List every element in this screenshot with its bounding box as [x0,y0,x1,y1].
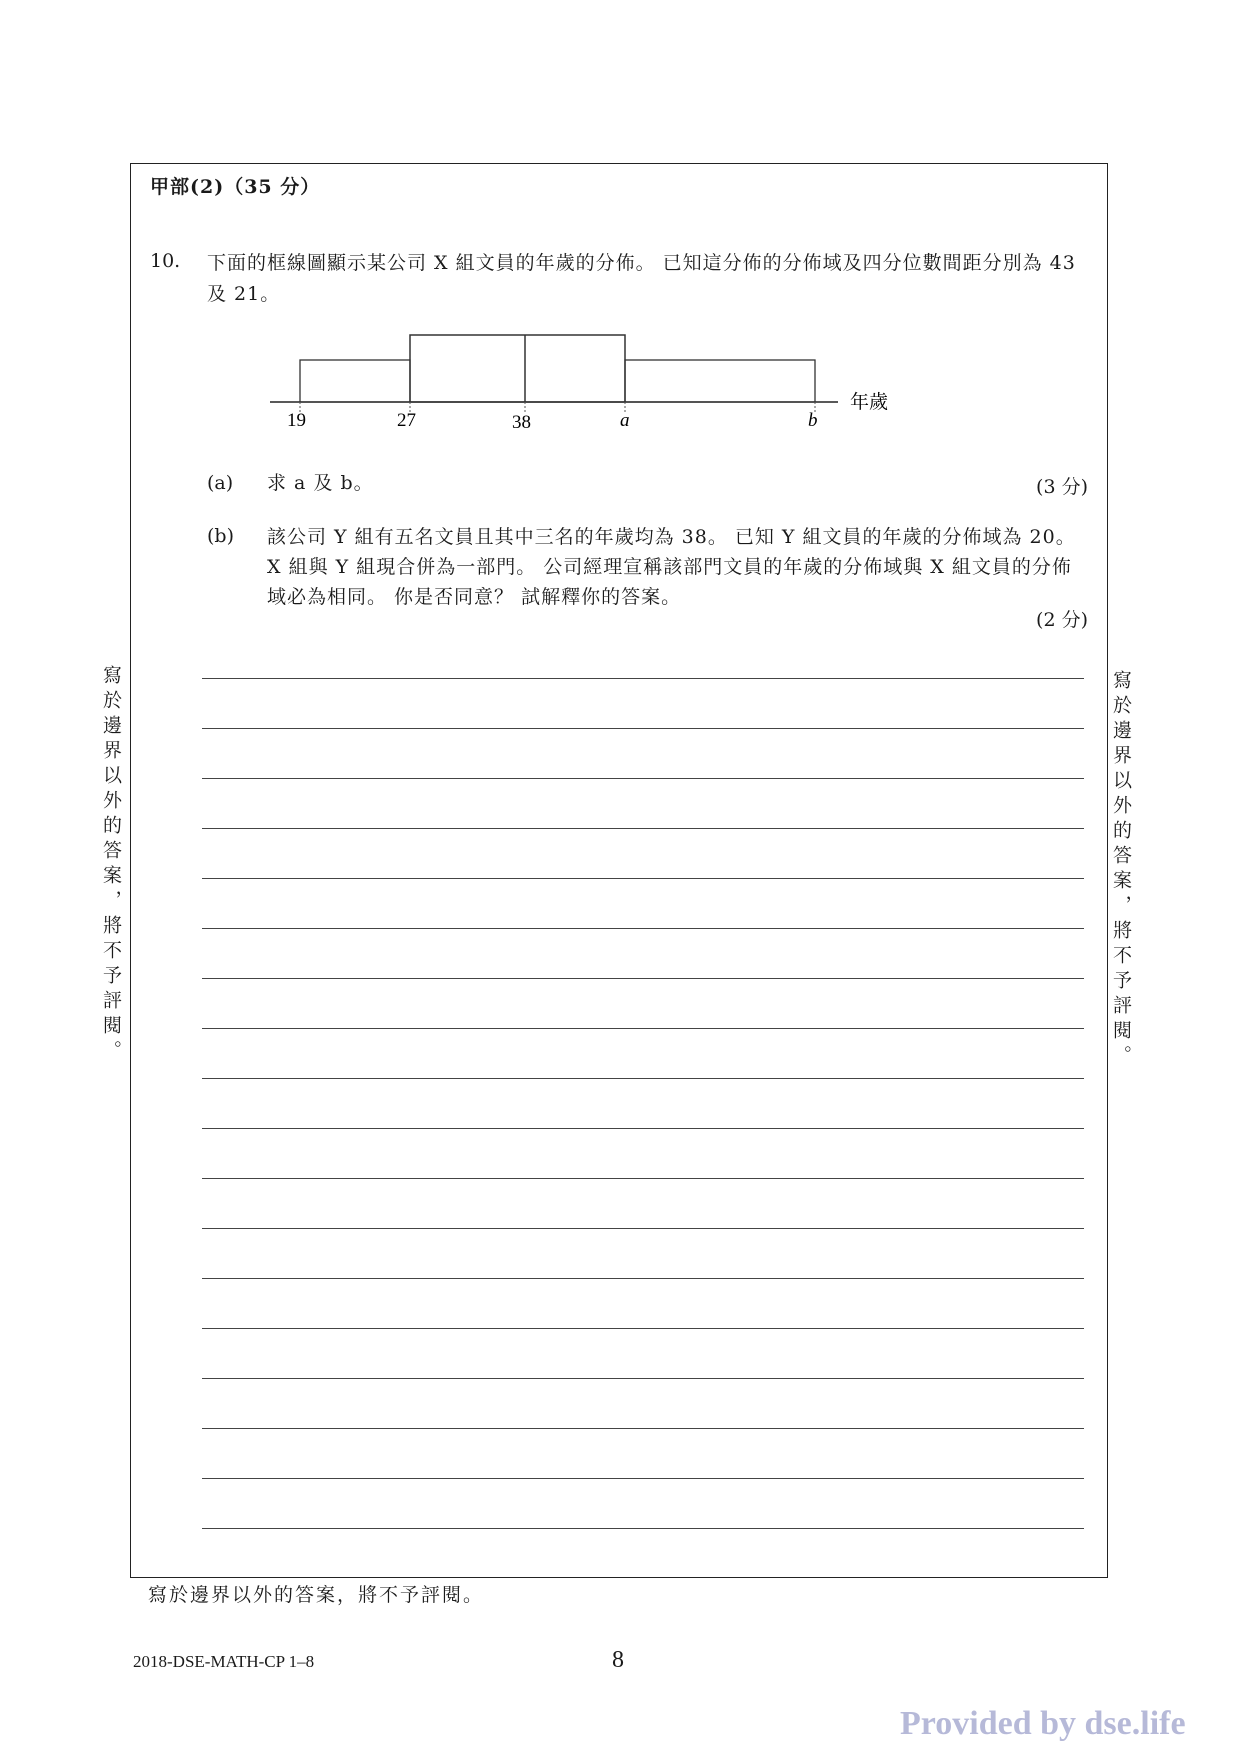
box-plot [260,320,920,435]
part-a-label: (a) [207,472,234,494]
answer-line[interactable] [202,1278,1084,1279]
quartile-box [410,335,625,402]
answer-line[interactable] [202,778,1084,779]
answer-line[interactable] [202,1128,1084,1129]
tick-label-q3: a [620,410,630,431]
answer-line[interactable] [202,728,1084,729]
answer-line[interactable] [202,1078,1084,1079]
part-a-marks: (3 分) [1036,476,1088,498]
tick-label-min: 19 [287,410,306,431]
question-number: 10. [150,250,181,272]
answer-line[interactable] [202,878,1084,879]
answer-line[interactable] [202,1228,1084,1229]
right-whisker-box [625,360,815,402]
answer-line[interactable] [202,1528,1084,1529]
answer-line[interactable] [202,928,1084,929]
footer-note: 寫於邊界以外的答案，將不予評閱。 [148,1584,485,1606]
axis-label: 年歲 [850,391,889,413]
answer-line[interactable] [202,978,1084,979]
side-note-right: 寫於邊界以外的答案，將不予評閱。 [1110,670,1132,1070]
answer-line[interactable] [202,1478,1084,1479]
tick-label-max: b [808,410,818,431]
answer-line[interactable] [202,678,1084,679]
answer-line[interactable] [202,1378,1084,1379]
answer-line[interactable] [202,1328,1084,1329]
page-number: 8 [612,1647,624,1673]
part-b-text: 該公司 Y 組有五名文員且其中三名的年歲均為 38。 已知 Y 組文員的年歲的分佈域為 20。 X 組與 Y 組現合併為一部門。 公司經理宣稱該部門文員的年歲的分佈域與 X 組文員的分佈域必為相同。 你是否同意？ 試解釋你的答案。 [267,526,1076,608]
question-text: 下面的框線圖顯示某公司 X 組文員的年歲的分佈。 已知這分佈的分佈域及四分位數間距分別為 43 及 21。 [207,252,1076,305]
answer-line[interactable] [202,1028,1084,1029]
part-b-label: (b) [207,525,234,547]
part-a-text: 求 a 及 b。 [267,472,374,494]
tick-label-q1: 27 [397,410,416,431]
section-title: 甲部(2)（35 分） [150,176,321,198]
answer-line[interactable] [202,1178,1084,1179]
answer-line[interactable] [202,1428,1084,1429]
part-b-marks: (2 分) [1036,609,1088,631]
left-whisker-box [300,360,410,402]
watermark: Provided by dse.life [900,1705,1186,1742]
answer-line[interactable] [202,828,1084,829]
footer-code: 2018-DSE-MATH-CP 1–8 [133,1652,315,1671]
tick-label-median: 38 [512,412,531,433]
side-note-left: 寫於邊界以外的答案，將不予評閱。 [100,665,122,1065]
